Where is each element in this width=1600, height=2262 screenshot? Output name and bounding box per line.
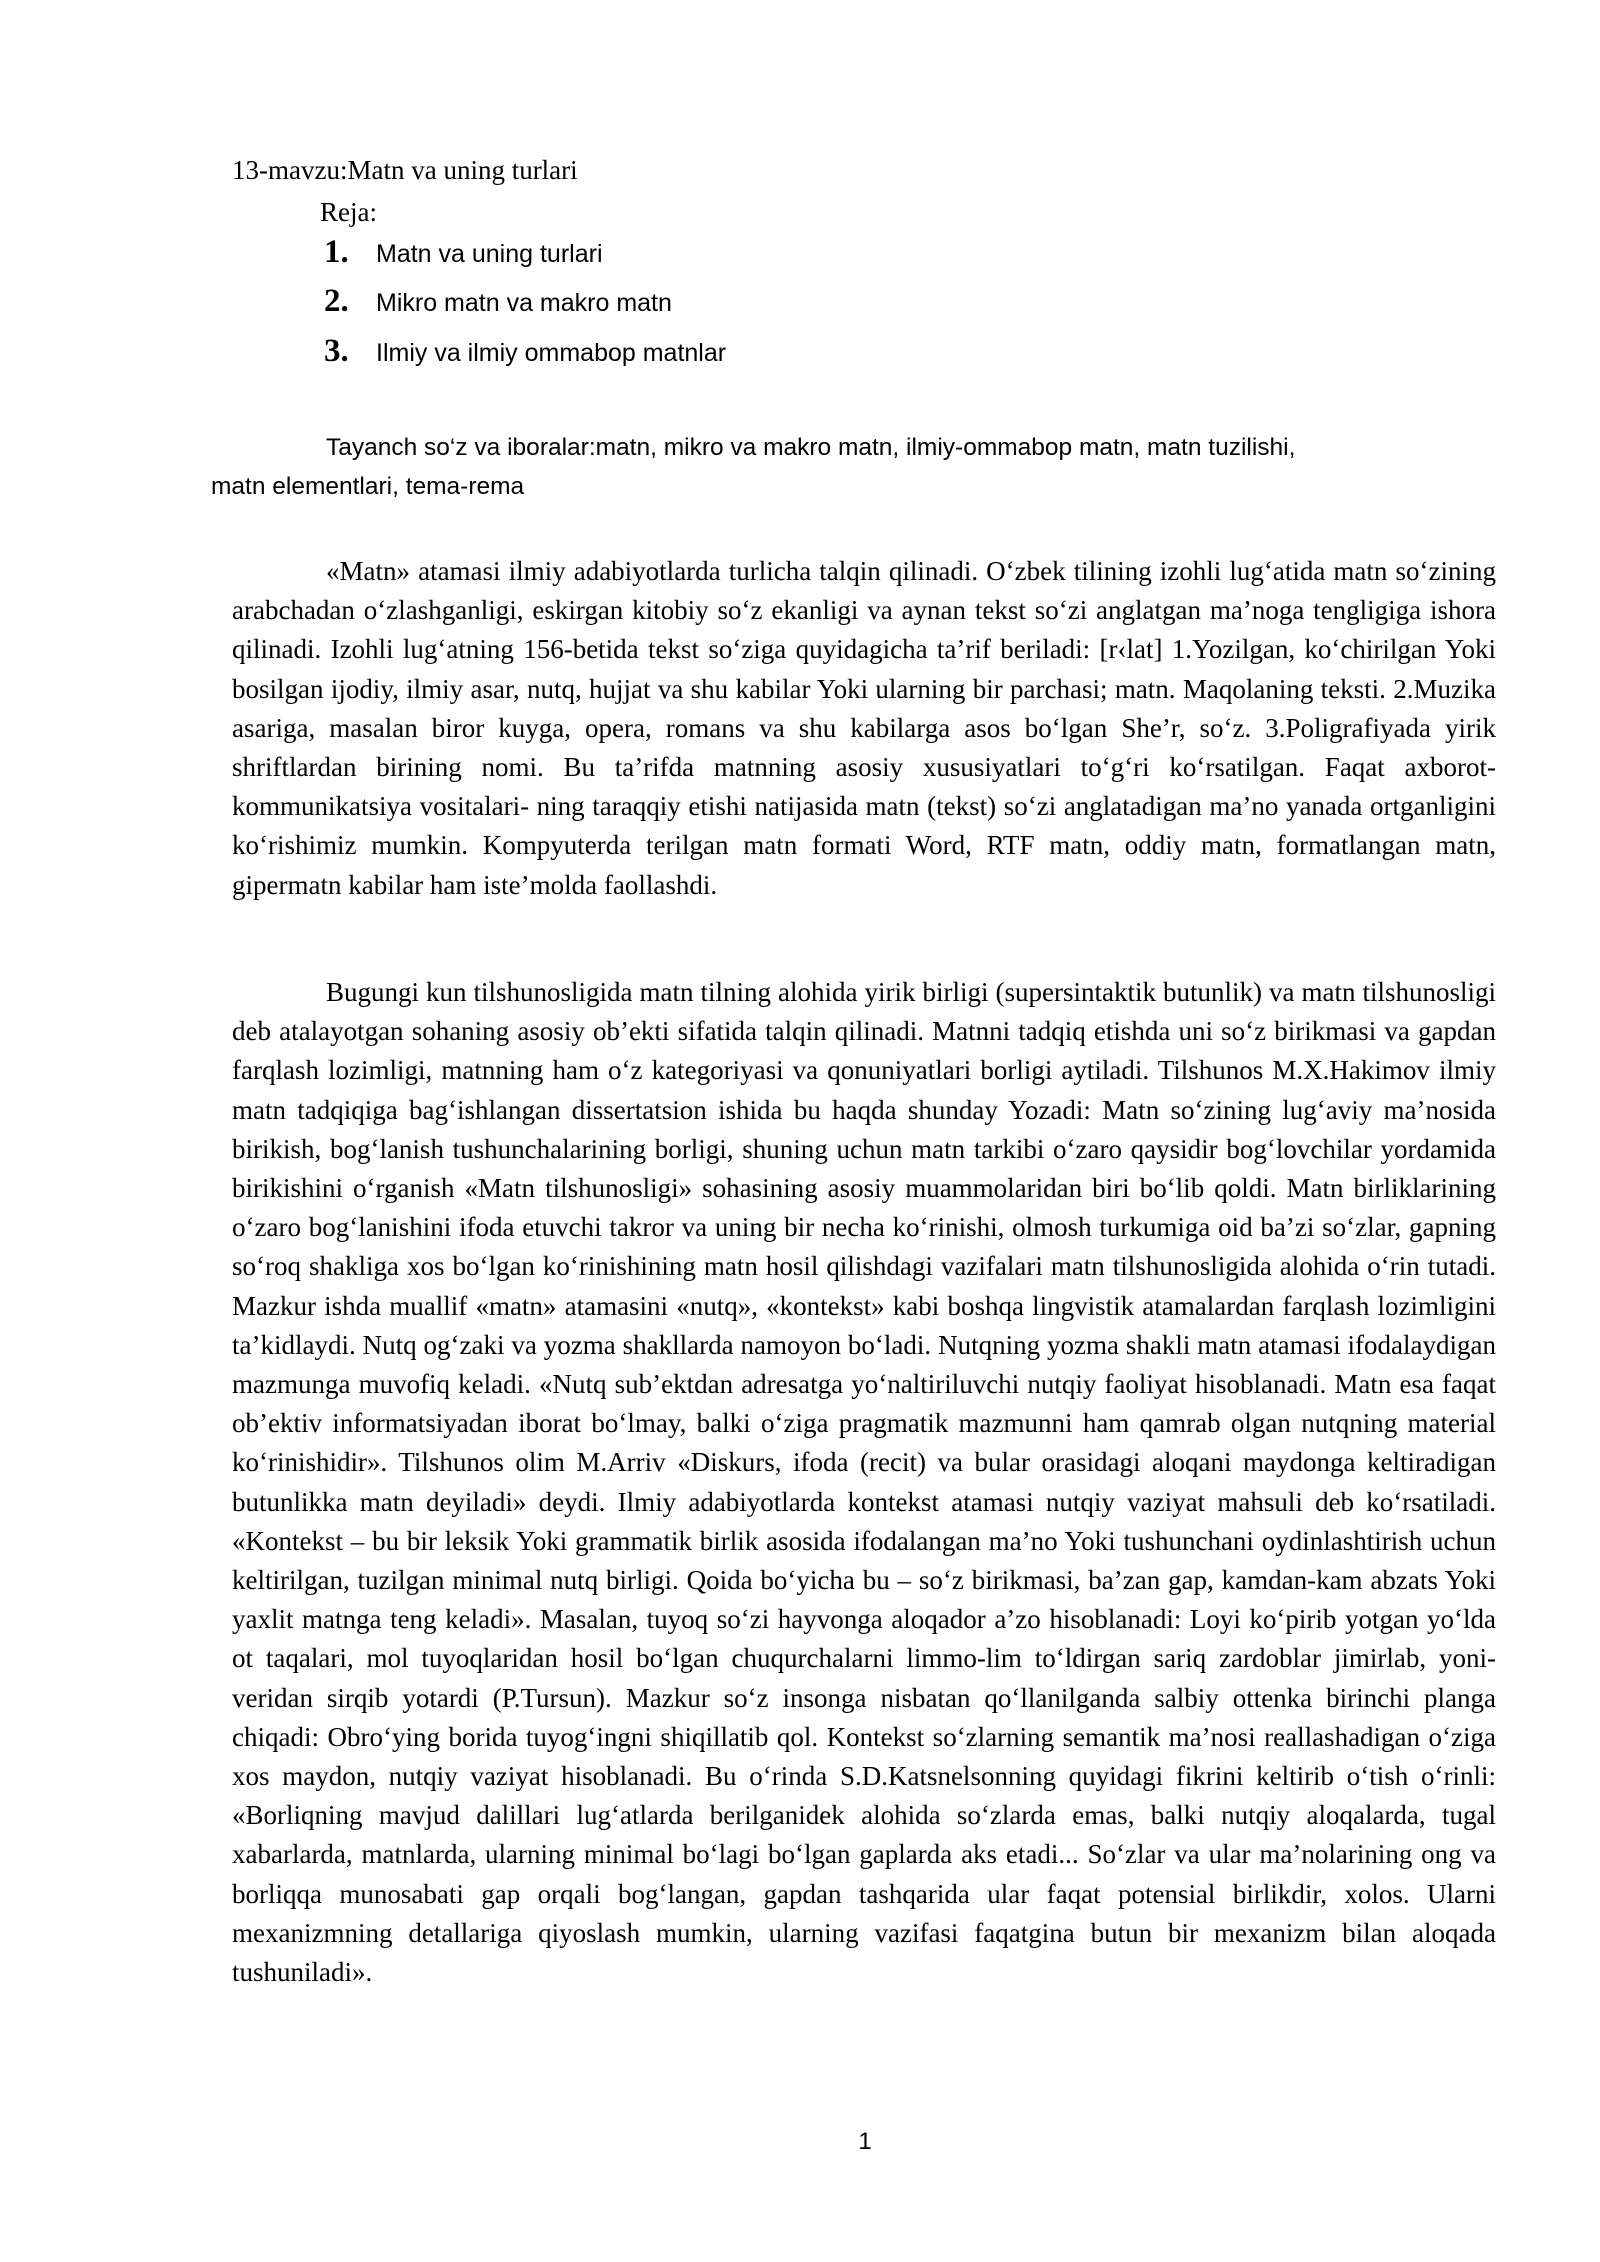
- plan-item: [324, 333, 726, 373]
- keywords-line: matn elementlari, tema-rema: [211, 473, 525, 500]
- plan-item-text: Matn va uning turlari: [376, 240, 603, 268]
- plan-item: [324, 283, 672, 323]
- plan-item-number: 3.: [324, 333, 349, 369]
- plan-item-number: 1.: [324, 234, 349, 270]
- body-paragraph: Bugungi kun tilshunosligida matn tilning alohida yirik birligi (supersintaktik butunlik) va matn tilshunosligi deb atalayotgan sohaning asosiy ob’ekti sifatida talqin qilinadi. Matnni tadqiq etishda uni so‘z birikmasi va gapdan farqlash lozimligi, matnning ham o‘z kategoriyasi va qonuniyatlari borligi aytiladi. Tilshunos M.X.Hakimov ilmiy matn tadqiqiga bag‘ishlangan dissertatsion ishida bu haqda shunday Yozadi: Matn so‘zining lug‘aviy ma’nosida birikish, bog‘lanish tushunchalarining borligi, shuning uchun matn tarkibi o‘zaro qaysidir bog‘lovchilar yordamida birikishini o‘rganish «Matn tilshunosligi» sohasining asosiy muammolaridan biri bo‘lib qoldi. Matn birliklarining o‘zaro bog‘lanishini ifoda etuvchi takror va uning bir necha ko‘rinishi, olmosh turkumiga oid ba’zi so‘zlar, gapning so‘roq shakliga xos bo‘lgan ko‘rinishining matn hosil qilishdagi vazifalari matn tilshunosligida alohida o‘rin tutadi. Mazkur ishda muallif «matn» atamasini «nutq», «kontekst» kabi boshqa lingvistik atamalardan farqlash lozimligini ta’kidlaydi. Nutq og‘zaki va yozma shakllarda namoyon bo‘ladi. Nutqning yozma shakli matn atamasi ifodalaydigan mazmunga muvofiq keladi. «Nutq sub’ektdan adresatga yo‘naltiriluvchi nutqiy faoliyat hisoblanadi. Matn esa faqat ob’ektiv informatsiyadan iborat bo‘lmay, balki o‘ziga pragmatik mazmunni ham qamrab olgan nutqning material ko‘rinishidir». Tilshunos olim M.Arriv «Diskurs, ifoda (recit) va bular orasidagi aloqani maydonga keltiradigan butunlikka matn deyiladi» deydi. Ilmiy adabiyotlarda kontekst atamasi nutqiy vaziyat mahsuli deb ko‘rsatiladi. «Kontekst – bu bir leksik Yoki grammatik birlik asosida ifodalangan ma’no Yoki tushunchani oydinlashtirish uchun keltirilgan, tuzilgan minimal nutq birligi. Qoida bo‘yicha bu – so‘z birikmasi, ba’zan gap, kamdan-kam abzats Yoki yaxlit matnga teng keladi». Masalan, tuyoq so‘zi hayvonga aloqador a’zo hisoblanadi: Loyi ko‘pirib yotgan yo‘lda ot taqalari, mol tuyoqlaridan hosil bo‘lgan chuqurchalarni limmo-lim to‘ldirgan sariq zardoblar jimirlab, yoni-veridan sirqib yotardi (P.Tursun). Mazkur so‘z insonga nisbatan qo‘llanilganda salbiy ottenka birinchi planga chiqadi: Obro‘ying borida tuyog‘ingni shiqillatib qol. Kontekst so‘zlarning semantik ma’nosi reallashadigan o‘ziga xos maydon, nutqiy vaziyat hisoblanadi. Bu o‘rinda S.D.Katsnelsonning quyidagi fikrini keltirib o‘tish o‘rinli: «Borliqning mavjud dalillari lug‘atlarda berilganidek alohida so‘zlarda emas, balki nutqiy aloqalarda, tugal xabarlarda, matnlarda, ularning minimal bo‘lagi bo‘lgan gaplarda aks etadi... So‘zlar va ular ma’nolarining ong va borliqqa munosabati gap orqali bog‘langan, gapdan tashqarida ular faqat potensial birlikdir, xolos. Ularni mexanizmning detallariga qiyoslash mumkin, ularning vazifasi faqatgina butun bir mexanizm bilan aloqada tushuniladi».: [232, 977, 1496, 1988]
- plan-item-text: Mikro matn va makro matn: [376, 289, 672, 317]
- keywords-text: Tayanch so‘z va iboralar:matn, mikro va makro matn, ilmiy-ommabop matn, matn tuzilishi,: [326, 434, 1296, 461]
- page-number: 1: [858, 2128, 872, 2155]
- body-paragraph: «Matn» atamasi ilmiy adabiyotlarda turlicha talqin qilinadi. O‘zbek tilining izohli lug‘atida matn so‘zining arabchadan o‘zlashganligi, eskirgan kitobiy so‘z ekanligi va aynan tekst so‘zi anglatgan ma’noga tengligiga ishora qilinadi. Izohli lug‘atning 156-betida tekst so‘ziga quyidagicha ta’rif beriladi: [r‹lat] 1.Yozilgan, ko‘chirilgan Yoki bosilgan ijodiy, ilmiy asar, nutq, hujjat va shu kabilar Yoki ularning bir parchasi; matn. Maqolaning teksti. 2.Muzika asariga, masalan biror kuyga, opera, romans va shu kabilarga asos bo‘lgan She’r, so‘z. 3.Poligrafiyada yirik shriftlardan birining nomi. Bu ta’rifda matnning asosiy xususiyatlari to‘g‘ri ko‘rsatilgan. Faqat axborot-kommunikatsiya vositalari- ning taraqqiy etishi natijasida matn (tekst) so‘zi anglatadigan ma’no yanada ortganligini ko‘rishimiz mumkin. Kompyuterda terilgan matn formati Word, RTF matn, oddiy matn, formatlangan matn, gipermatn kabilar ham iste’molda faollashdi.: [232, 556, 1496, 900]
- plan-heading: Reja:: [320, 197, 377, 227]
- keywords-line: [211, 428, 1491, 467]
- lesson-title: 13-mavzu:Matn va uning turlari: [232, 155, 578, 185]
- plan-item: [324, 234, 603, 274]
- plan-item-number: 2.: [324, 283, 349, 319]
- plan-item-text: Ilmiy va ilmiy ommabop matnlar: [376, 339, 727, 367]
- keywords: [211, 428, 1491, 506]
